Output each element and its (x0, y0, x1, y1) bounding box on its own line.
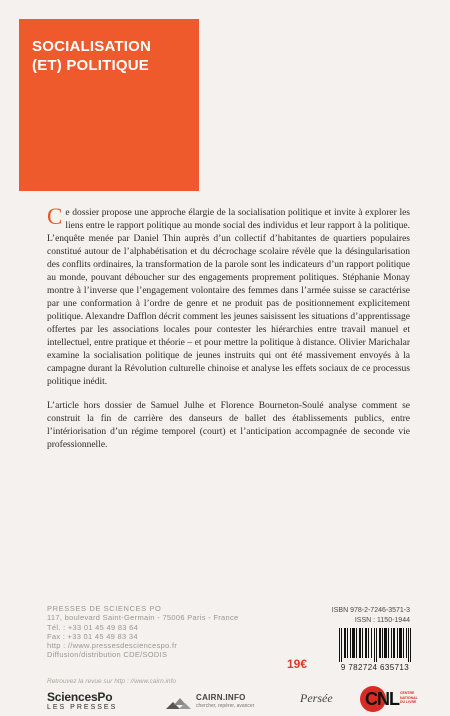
drop-cap: C (47, 204, 63, 229)
blurb-paragraph-2: L’article hors dossier de Samuel Julhe et Florence Bourneton-Soulé analyse comment se construit la fin de carrière des danseurs de ballet des établissements publics, entre l’intériorisation d’un régime temporel (court) et l’anticipation accompagnée de seconde vie professionnelle. (47, 401, 410, 450)
back-cover-blurb (47, 204, 410, 452)
isbn-block (332, 606, 410, 626)
barcode-number: 9 782724 635713 (340, 663, 410, 672)
barcode-icon (336, 628, 414, 662)
title-line-2: (ET) POLITIQUE (32, 57, 149, 74)
sciencespo-logo (47, 691, 117, 713)
title-line-1: SOCIALISATION (32, 38, 151, 55)
publisher-tel: Tél. : +33 01 45 49 83 64 (47, 622, 139, 632)
sciencespo-logo-name: SciencesPo (47, 690, 113, 704)
cnl-sub-1: CENTRE (400, 691, 415, 695)
blurb-paragraph-1-text: e dossier propose une approche élargie de la socialisation politique et invite à explorer les liens entre le rapport politique au monde social des individus et leur rapport à la politique. L’enquête menée par Daniel Thin auprès d’un collectif d’habitantes de quartiers populaires constitué autour de l’alphabétisation et du décrochage scolaire révèle que la désingularisation des conflits ordinaires, la transformation de la parole sont les indicateurs d’un rapport politique au monde, pouvant déboucher sur des engagements proprement politiques. Stéphanie Monay montre à l’inverse que l’engagement volontaire des femmes dans l’armée suisse se caractérise par une conformation à l’ordre de genre et ne produit pas de positionnement explicitement politique. Alexandre Dafflon décrit comment les jeunes saisissent les situations d’apprentissage offertes par les associations locales pour contester les hiérarchies entre travail manuel et intellectuel, entre pratique et théorie – et pour mettre la politique à distance. Olivier Marichalar examine la socialisation politique de jeunes instruits qui ont été massivement envoyés à la campagne durant la Révolution culturelle chinoise et analyse les effets sociaux de ce processus politique inédit. (47, 208, 410, 387)
cairn-link-text[interactable]: Retrouvez la revue sur http : //www.cairn.info (47, 678, 176, 685)
issn: ISSN : 1150-1944 (354, 617, 410, 624)
persee-logo: Persée (300, 691, 333, 705)
publisher-address: 117, boulevard Saint-Germain - 75006 Paris - France (47, 613, 239, 623)
cover-title-block (19, 19, 199, 191)
isbn: ISBN 978-2-7246-3571-3 (331, 607, 410, 614)
cnl-logo-sub (400, 691, 418, 705)
blurb-paragraph-1 (47, 204, 410, 389)
cover-title (32, 37, 151, 75)
cnl-sub-2: NATIONAL (400, 695, 418, 700)
barcode (336, 628, 414, 672)
cairn-stones-icon (164, 693, 192, 711)
cnl-logo (360, 686, 418, 714)
sciencespo-logo-sub: LES PRESSES (47, 704, 118, 711)
cnl-sub-3: DU LIVRE (400, 700, 417, 704)
cairn-logo-slogan: chercher, repérer, avancer (196, 703, 255, 709)
publisher-info (47, 604, 239, 660)
publisher-name: PRESSES DE SCIENCES PO (47, 604, 162, 613)
price: 19€ (287, 657, 308, 671)
publisher-web[interactable]: http : //www.pressesdesciencespo.fr (47, 641, 178, 651)
cnl-logo-name: CNL (365, 689, 399, 709)
publisher-diffusion: Diffusion/distribution CDE/SODIS (47, 650, 168, 660)
publisher-fax: Fax : +33 01 45 49 83 34 (47, 631, 138, 641)
cairn-logo-name: CAIRN.INFO (196, 693, 246, 702)
